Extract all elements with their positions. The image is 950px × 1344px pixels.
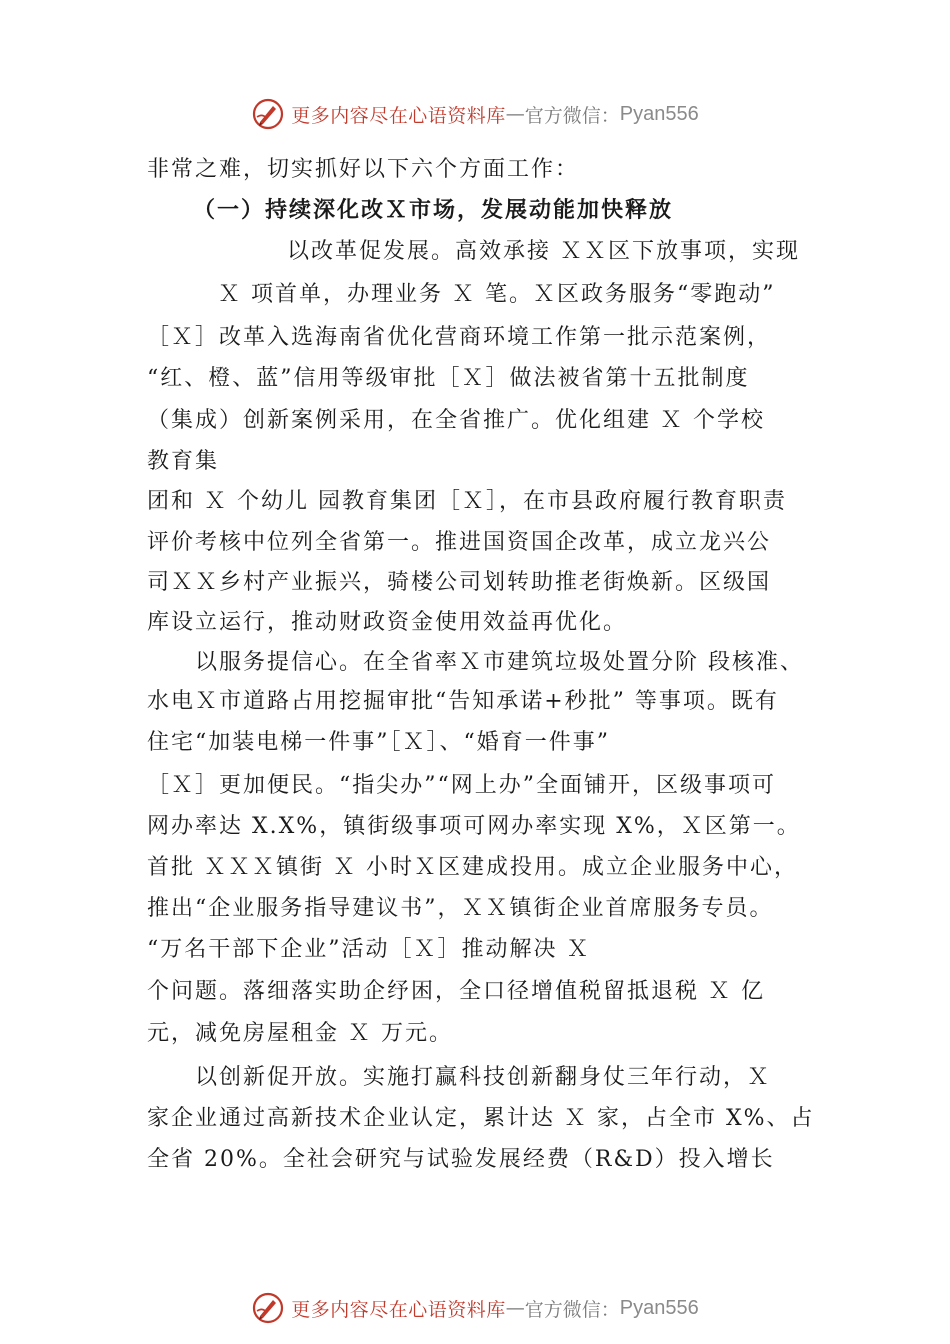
text-line: “万名干部下企业”活动［Ｘ］推动解决 Ｘ <box>147 937 591 962</box>
text-line: 家企业通过高新技术企业认定，累计达 Ｘ 家，占全市 X%、占 <box>147 1106 815 1131</box>
text-line: Ｘ 项首单，办理业务 Ｘ 笔。Ｘ区政务服务“零跑动” <box>218 282 776 307</box>
section-heading: （一）持续深化改Ｘ市场，发展动能加快释放 <box>193 197 674 223</box>
text-line: 非常之难，切实抓好以下六个方面工作： <box>147 157 580 182</box>
text-line: 元，减免房屋租金 Ｘ 万元。 <box>147 1021 453 1046</box>
banner-wechat-id: Pyan556 <box>619 1296 699 1319</box>
text-line: 水电Ｘ市道路占用挖掘审批“告知承诺+秒批” 等事项。既有 <box>147 689 779 714</box>
text-line: 库设立运行，推动财政资金使用效益再优化。 <box>147 610 628 635</box>
text-line: 个问题。落细落实助企纾困，全口径增值税留抵退税 Ｘ 亿 <box>147 979 765 1004</box>
text-line: 团和 Ｘ 个幼儿 园教育集团［Ｘ］，在市县政府履行教育职责 <box>147 489 787 514</box>
banner-wechat-id: Pyan556 <box>619 102 699 125</box>
banner-title: 更多内容尽在心语资料库 <box>291 104 506 127</box>
text-line: （集成）创新案例采用，在全省推广。优化组建 Ｘ 个学校 <box>147 408 765 433</box>
text-line: 以改革促发展。高效承接 ＸＸ区下放事项，实现 <box>287 239 800 264</box>
text-line: 教育集 <box>147 449 220 474</box>
pen-logo-icon <box>251 97 285 131</box>
banner-title: 更多内容尽在心语资料库 <box>291 1298 506 1321</box>
banner-dash: — <box>505 103 525 125</box>
pen-logo-icon <box>251 1291 285 1325</box>
text-line: 评价考核中位列全省第一。推进国资国企改革，成立龙兴公 <box>147 530 772 555</box>
banner-dash: — <box>505 1297 525 1319</box>
text-line: 以创新促开放。实施打赢科技创新翻身仗三年行动，Ｘ <box>195 1065 772 1090</box>
text-line: “红、橙、蓝”信用等级审批［Ｘ］做法被省第十五批制度 <box>147 366 750 391</box>
text-line: 首批 ＸＸＸ镇街 Ｘ 小时Ｘ区建成投用。成立企业服务中心， <box>147 855 798 880</box>
text-line: 以服务提信心。在全省率Ｘ市建筑垃圾处置分阶 段核准、 <box>195 650 804 675</box>
banner-wechat-label: 官方微信： <box>524 1298 620 1321</box>
header-watermark-banner <box>0 94 950 134</box>
footer-watermark-banner <box>0 1288 950 1328</box>
text-line: 住宅“加装电梯一件事”［Ｘ］、“婚育一件事” <box>147 730 610 755</box>
text-line: ［Ｘ］改革入选海南省优化营商环境工作第一批示范案例， <box>147 325 772 350</box>
text-line: 推出“企业服务指导建议书”，ＸＸ镇街企业首席服务专员。 <box>147 896 774 921</box>
text-line: ［Ｘ］更加便民。“指尖办”“网上办”全面铺开，区级事项可 <box>147 773 776 798</box>
text-line: 网办率达 X.X%，镇街级事项可网办率实现 X%，Ｘ区第一。 <box>147 814 801 839</box>
text-line: 司ＸＸ乡村产业振兴，骑楼公司划转助推老街焕新。区级国 <box>147 570 772 595</box>
text-line: 全省 20%。全社会研究与试验发展经费（R&D）投入增长 <box>147 1147 775 1172</box>
banner-wechat-label: 官方微信： <box>524 104 620 127</box>
